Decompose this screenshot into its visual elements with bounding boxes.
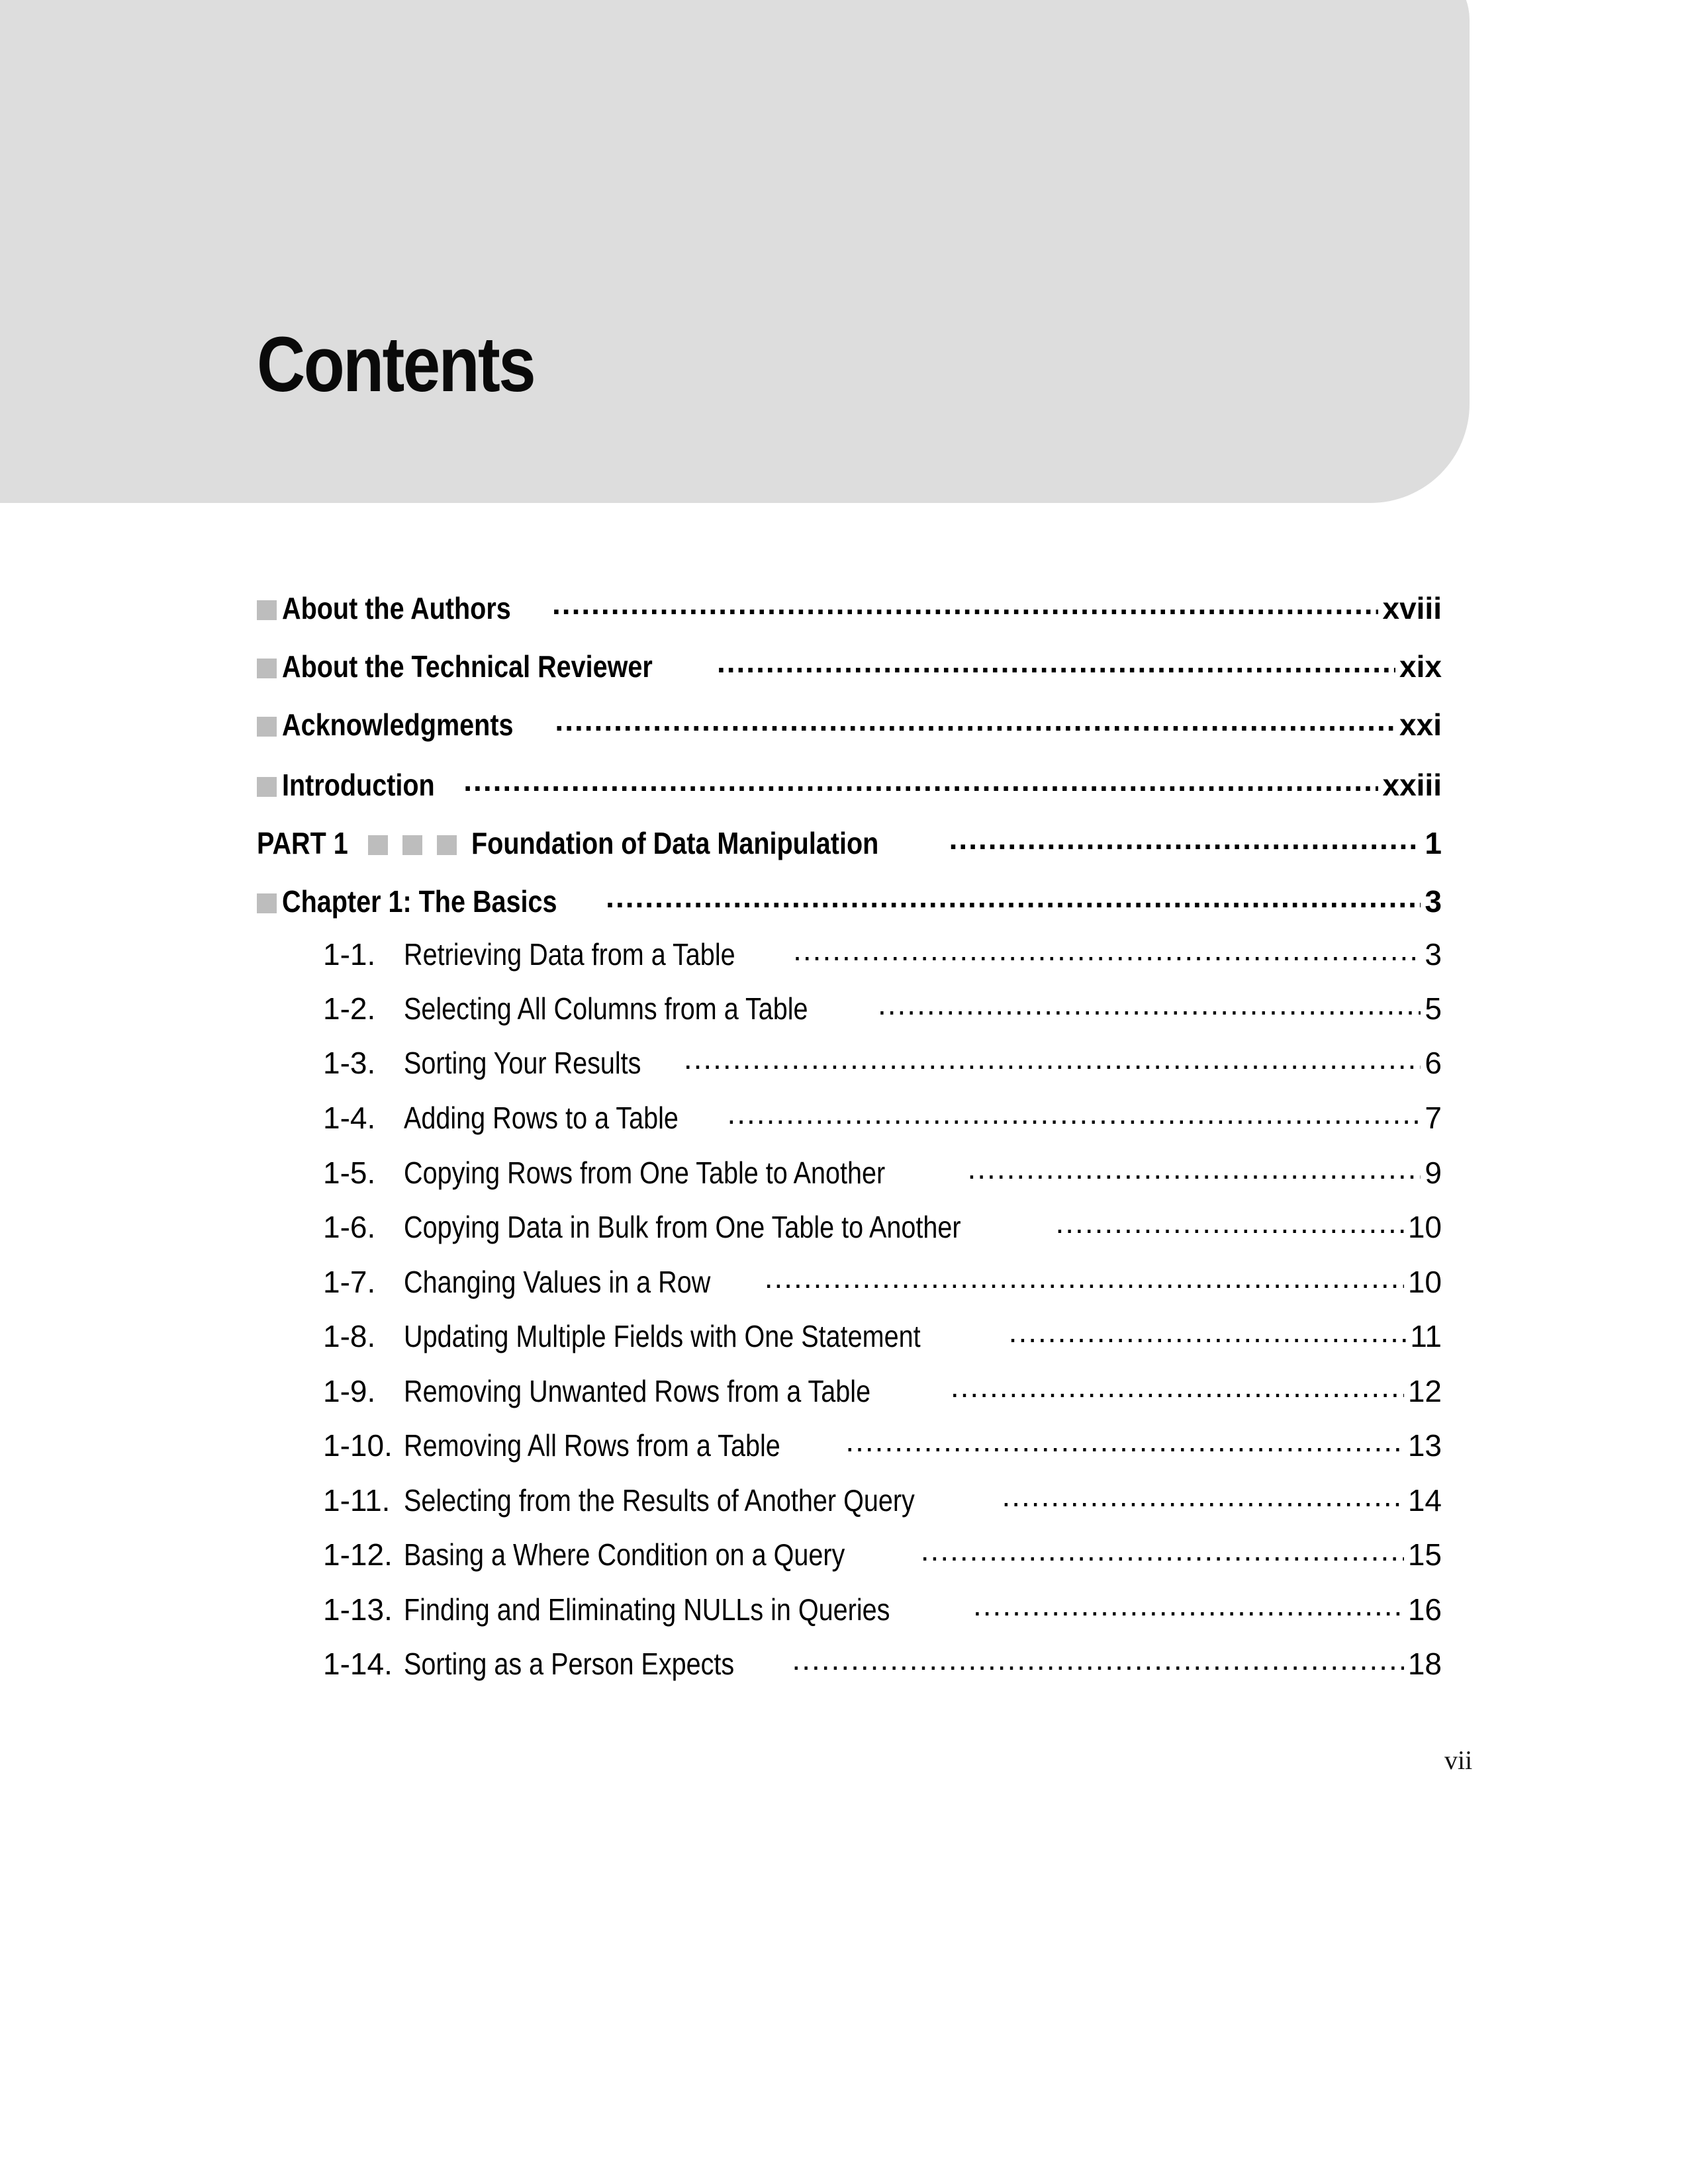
page-title: Contents — [257, 321, 535, 408]
dot-leader — [968, 1157, 1421, 1183]
toc-entry-chapter-1[interactable] — [257, 886, 1442, 917]
recipe-title: Retrieving Data from a Table — [404, 937, 735, 972]
recipe-page: 10 — [1407, 1210, 1442, 1244]
toc-entry-page: 1 — [1425, 826, 1442, 860]
square-bullet-icon — [437, 835, 457, 855]
recipe-title: Selecting from the Results of Another Query — [404, 1483, 915, 1518]
dot-leader — [793, 938, 1421, 965]
dot-leader — [878, 993, 1421, 1019]
dot-leader — [973, 1594, 1404, 1620]
recipe-page: 15 — [1407, 1537, 1442, 1572]
recipe-number: 1-6. — [323, 1210, 376, 1244]
recipe-number: 1-3. — [323, 1046, 376, 1080]
dot-leader — [765, 1266, 1404, 1293]
recipe-page: 9 — [1425, 1156, 1442, 1190]
recipe-title: Basing a Where Condition on a Query — [404, 1537, 845, 1572]
dot-leader — [606, 886, 1421, 912]
toc-recipe-entry[interactable] — [257, 1594, 1442, 1625]
header-band — [0, 0, 1470, 503]
toc-entry-about-authors[interactable] — [257, 592, 1442, 623]
square-bullet-icon — [257, 777, 277, 797]
dot-leader — [1002, 1484, 1403, 1511]
recipe-title: Adding Rows to a Table — [404, 1101, 679, 1135]
toc-entry-page: xxiii — [1382, 768, 1442, 802]
recipe-page: 12 — [1407, 1374, 1442, 1408]
toc-entry-page: xxi — [1399, 707, 1442, 742]
recipe-page: 7 — [1425, 1101, 1442, 1135]
dot-leader — [951, 1375, 1404, 1402]
toc-entry-acknowledgments[interactable] — [257, 709, 1442, 740]
recipe-number: 1-9. — [323, 1374, 376, 1408]
recipe-page: 5 — [1425, 991, 1442, 1026]
square-bullet-icon — [257, 893, 277, 913]
recipe-number: 1-10. — [323, 1428, 393, 1463]
toc-recipe-entry[interactable] — [257, 1484, 1442, 1516]
recipe-title: Removing Unwanted Rows from a Table — [404, 1374, 871, 1408]
toc-recipe-entry[interactable] — [257, 1157, 1442, 1188]
dot-leader — [921, 1539, 1404, 1565]
recipe-number: 1-1. — [323, 937, 376, 972]
page-number: vii — [1444, 1745, 1473, 1775]
recipe-page: 6 — [1425, 1046, 1442, 1080]
dot-leader — [1056, 1211, 1404, 1238]
dot-leader — [1009, 1320, 1407, 1347]
recipe-title: Sorting Your Results — [404, 1046, 641, 1080]
square-bullet-icon — [402, 835, 422, 855]
square-bullet-icon — [257, 717, 277, 737]
recipe-page: 13 — [1407, 1428, 1442, 1463]
recipe-title: Sorting as a Person Expects — [404, 1647, 735, 1681]
toc-recipe-entry[interactable] — [257, 1648, 1442, 1679]
square-bullet-icon — [257, 659, 277, 678]
toc-recipe-entry[interactable] — [257, 1266, 1442, 1297]
recipe-number: 1-12. — [323, 1537, 393, 1572]
toc-entry-page: xix — [1399, 649, 1442, 684]
recipe-page: 14 — [1407, 1483, 1442, 1518]
toc-recipe-entry[interactable] — [257, 1102, 1442, 1133]
toc-recipe-entry[interactable] — [257, 1211, 1442, 1242]
recipe-title: Copying Data in Bulk from One Table to Another — [404, 1210, 961, 1244]
dot-leader — [845, 1430, 1404, 1456]
toc-entry-title: Acknowledgments — [282, 707, 514, 742]
recipe-page: 16 — [1407, 1592, 1442, 1627]
recipe-page: 11 — [1410, 1319, 1442, 1353]
dot-leader — [552, 592, 1378, 619]
recipe-title: Changing Values in a Row — [404, 1265, 711, 1299]
recipe-page: 18 — [1407, 1647, 1442, 1681]
recipe-number: 1-2. — [323, 991, 376, 1026]
part-label: PART 1 — [257, 826, 348, 860]
toc-recipe-entry[interactable] — [257, 1320, 1442, 1351]
recipe-number: 1-13. — [323, 1592, 393, 1627]
recipe-number: 1-14. — [323, 1647, 393, 1681]
dot-leader — [717, 651, 1395, 677]
recipe-number: 1-4. — [323, 1101, 376, 1135]
toc-recipe-entry[interactable] — [257, 1430, 1442, 1461]
toc-recipe-entry[interactable] — [257, 993, 1442, 1024]
toc-recipe-entry[interactable] — [257, 938, 1442, 970]
recipe-title: Removing All Rows from a Table — [404, 1428, 780, 1463]
toc-recipe-entry[interactable] — [257, 1047, 1442, 1078]
recipe-title: Finding and Eliminating NULLs in Queries — [404, 1592, 890, 1627]
part-title: Foundation of Data Manipulation — [471, 826, 879, 860]
dot-leader — [792, 1648, 1403, 1674]
square-bullet-icon — [368, 835, 388, 855]
toc-entry-title: Chapter 1: The Basics — [282, 884, 557, 919]
toc-recipe-entry[interactable] — [257, 1375, 1442, 1406]
recipe-number: 1-7. — [323, 1265, 376, 1299]
toc-entry-title: About the Authors — [282, 591, 511, 625]
toc-entry-page: 3 — [1425, 884, 1442, 919]
toc-entry-introduction[interactable] — [257, 769, 1442, 800]
dot-leader — [684, 1047, 1421, 1073]
dot-leader — [555, 709, 1395, 735]
recipe-page: 3 — [1425, 937, 1442, 972]
recipe-title: Updating Multiple Fields with One Statement — [404, 1319, 921, 1353]
toc-entry-about-reviewer[interactable] — [257, 651, 1442, 682]
toc-entry-title: About the Technical Reviewer — [282, 649, 653, 684]
square-bullet-icon — [257, 600, 277, 620]
recipe-title: Copying Rows from One Table to Another — [404, 1156, 886, 1190]
dot-leader — [463, 769, 1378, 796]
recipe-number: 1-11. — [323, 1483, 391, 1518]
toc-entry-page: xviii — [1382, 591, 1442, 625]
recipe-page: 10 — [1407, 1265, 1442, 1299]
toc-recipe-entry[interactable] — [257, 1539, 1442, 1570]
toc-entry-title: Introduction — [282, 768, 435, 802]
dot-leader — [949, 827, 1421, 854]
recipe-number: 1-5. — [323, 1156, 376, 1190]
recipe-number: 1-8. — [323, 1319, 376, 1353]
toc-entry-part-1[interactable] — [257, 827, 1442, 858]
recipe-title: Selecting All Columns from a Table — [404, 991, 808, 1026]
dot-leader — [727, 1102, 1421, 1128]
